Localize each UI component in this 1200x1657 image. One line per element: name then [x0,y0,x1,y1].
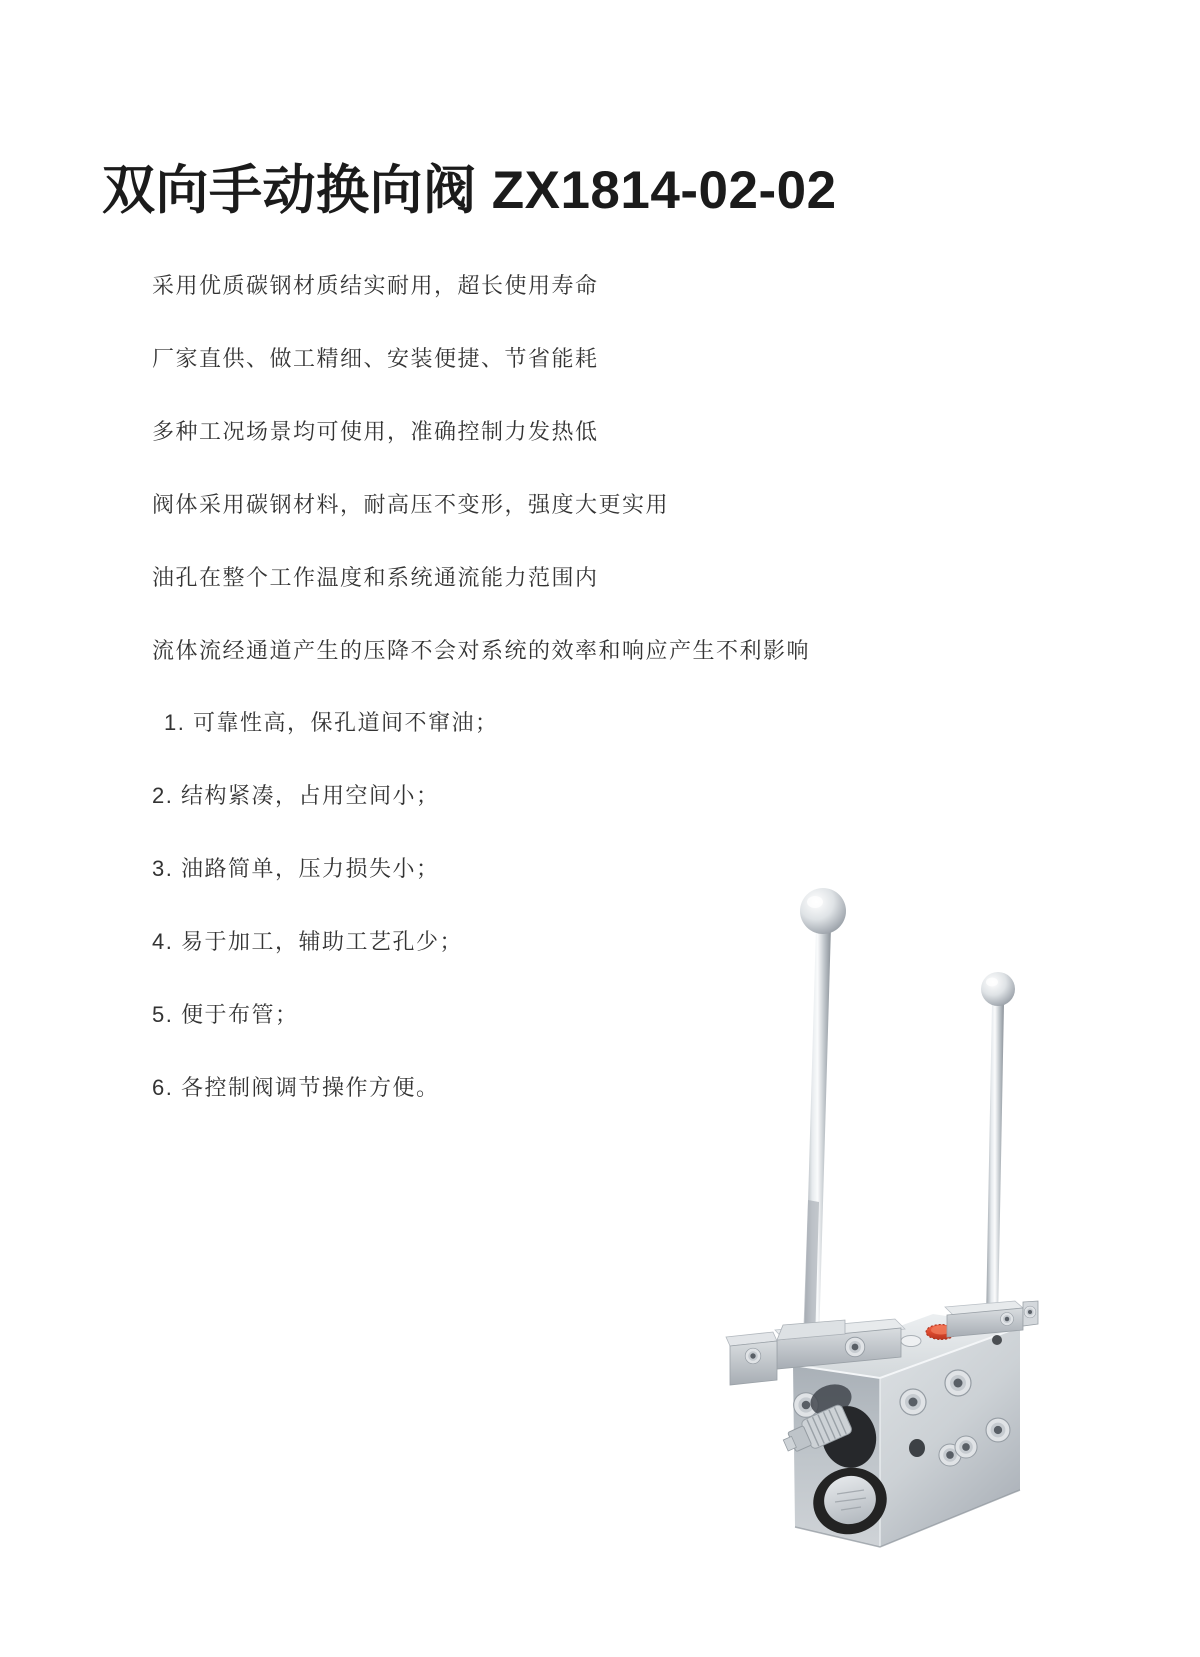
feature-item-4: 4. 易于加工，辅助工艺孔少； [152,929,463,954]
description-line-6: 流体流经通道产生的压降不会对系统的效率和响应产生不利影响 [152,638,811,663]
left-lever [800,888,846,1342]
feature-item-6: 6. 各控制阀调节操作方便。 [152,1075,440,1100]
feature-item-5: 5. 便于布管； [152,1002,299,1027]
right-lever [981,972,1015,1320]
left-lever-ball [800,888,846,934]
right-lever-ball [981,972,1015,1006]
description-line-3: 多种工况场景均可使用，准确控制力发热低 [152,419,599,444]
lever-bracket-right [945,1301,1038,1337]
valve-photo-illustration [715,860,1055,1570]
description-line-5: 油孔在整个工作温度和系统通流能力范围内 [152,565,599,590]
description-line-2: 厂家直供、做工精细、安装便捷、节省能耗 [152,346,599,371]
product-photo [715,860,1055,1570]
feature-item-3: 3. 油路简单，压力损失小； [152,856,440,881]
feature-item-2: 2. 结构紧凑，占用空间小； [152,783,440,808]
feature-item-1: 1. 可靠性高，保孔道间不窜油； [164,710,499,735]
feature-list [152,711,752,1149]
description-line-4: 阀体采用碳钢材料，耐高压不变形，强度大更实用 [152,492,670,517]
page-title: 双向手动换向阀 ZX1814-02-02 [102,161,837,220]
description-block [152,274,912,712]
description-line-1: 采用优质碳钢材质结实耐用，超长使用寿命 [152,273,599,298]
